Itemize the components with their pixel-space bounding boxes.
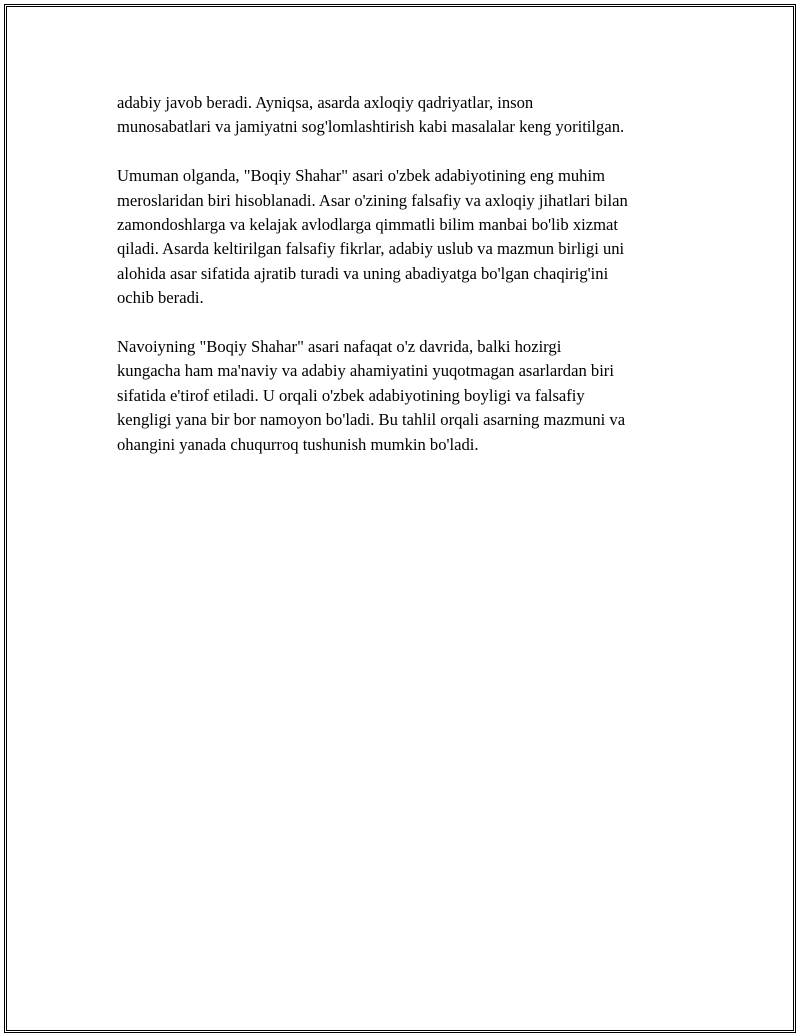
paragraph-1: adabiy javob beradi. Ayniqsa, asarda axloqiy qadriyatlar, inson munosabatlari va jamiyatni sog'lomlashtirish kabi masalalar keng yoritilgan.: [117, 93, 625, 137]
paragraph-2: Umuman olganda, "Boqiy Shahar" asari o'zbek adabiyotining eng muhim meroslaridan biri hisoblanadi. Asar o'zining falsafiy va axloqiy jihatlari bilan zamondoshlarga va kelajak avlodlarga qimmatli bilim manbai bo'lib xizmat qiladi. Asarda keltirilgan falsafiy fikrlar, adabiy uslub va mazmun birligi uni alohida asar sifatida ajratib turadi va uning abadiyatga bo'lgan chaqirig'ini ochib beradi.: [117, 166, 628, 308]
document-body: [117, 91, 692, 481]
paragraph-3: Navoiyning "Boqiy Shahar" asari nafaqat o'z davrida, balki hozirgi kungacha ham ma'naviy va adabiy ahamiyatini yuqotmagan asarlardan biri sifatida e'tirof etiladi. U orqali o'zbek adabiyotining boyligi va falsafiy kengligi yana bir bor namoyon bo'ladi. Bu tahlil orqali asarning mazmuni va ohangini yanada chuqurroq tushunish mumkin bo'ladi.: [117, 337, 626, 454]
